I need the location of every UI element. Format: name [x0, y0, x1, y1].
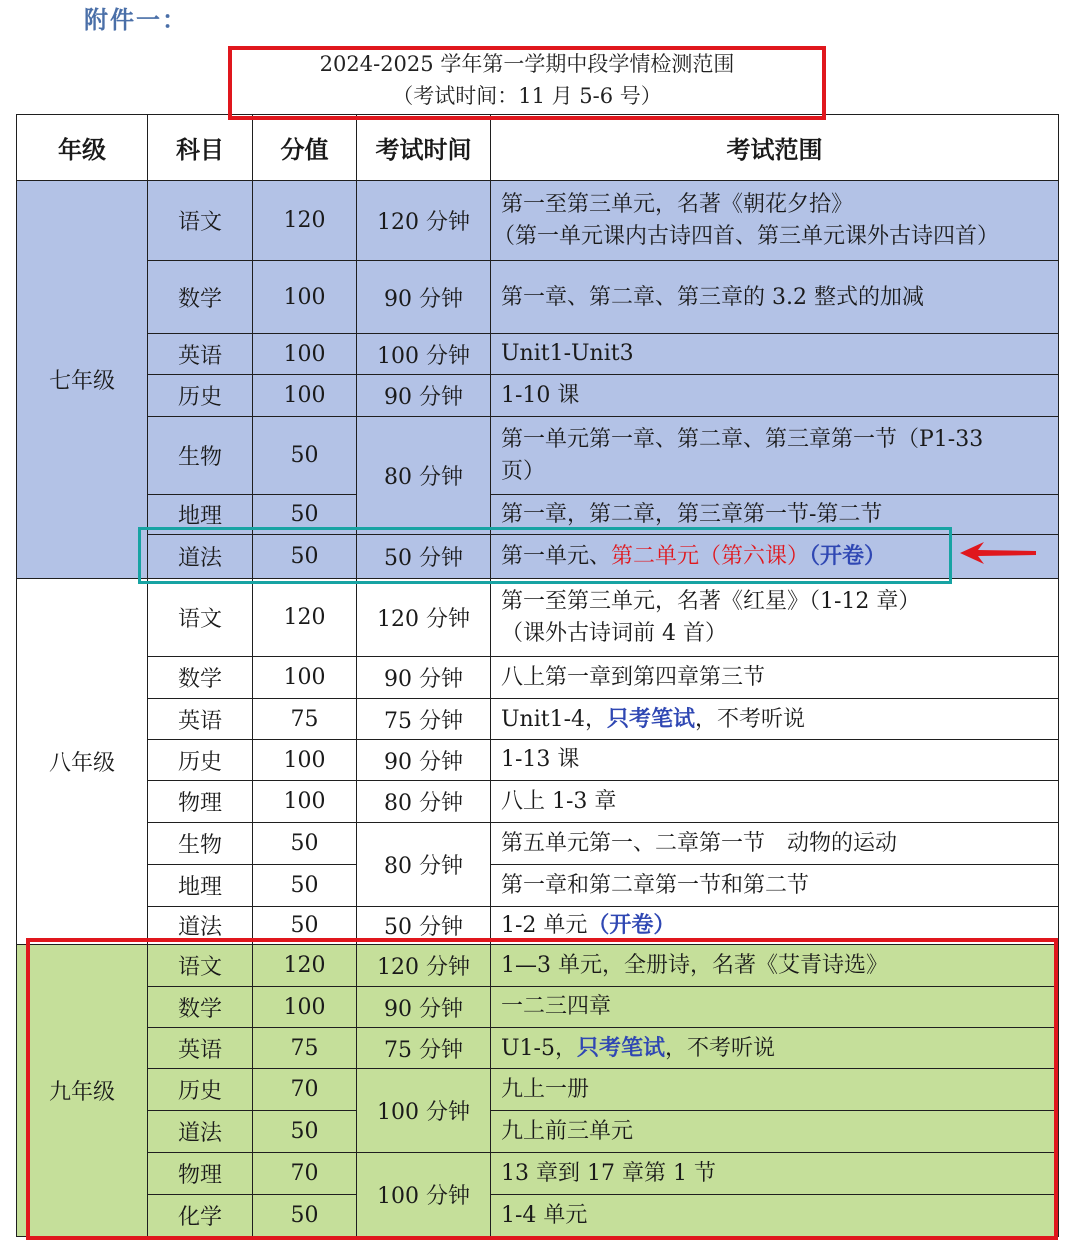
header-exam-range: 考试范围 — [491, 115, 1059, 181]
range-cell — [491, 1028, 1059, 1069]
left-arrow-icon — [958, 538, 1038, 568]
range-cell — [491, 699, 1059, 740]
subject-cell: 物理 — [148, 1153, 253, 1195]
score-cell: 50 — [253, 1111, 357, 1153]
subject-cell: 英语 — [148, 699, 253, 740]
score-cell: 70 — [253, 1153, 357, 1195]
subject-cell: 英语 — [148, 1028, 253, 1069]
range-cell: 八上 1-3 章 — [491, 781, 1059, 823]
range-cell: 1-13 课 — [491, 740, 1059, 781]
table-row — [17, 657, 1059, 699]
title-line-2: （考试时间：11 月 5-6 号） — [392, 84, 662, 108]
score-cell: 50 — [253, 907, 357, 945]
range-cell: 九上前三单元 — [491, 1111, 1059, 1153]
subject-cell: 数学 — [148, 987, 253, 1028]
subject-cell: 生物 — [148, 823, 253, 865]
range-line: 第一至第三单元，名著《朝花夕拾》 — [501, 191, 854, 217]
table-row — [17, 261, 1059, 334]
subject-cell: 化学 — [148, 1195, 253, 1237]
table-row — [17, 987, 1059, 1028]
subject-cell: 语文 — [148, 579, 253, 657]
grade-cell-9: 九年级 — [17, 945, 148, 1237]
header-row — [17, 115, 1059, 181]
table-row — [17, 579, 1059, 657]
open-book-label: （开卷） — [587, 912, 676, 938]
table-row — [17, 1111, 1059, 1153]
table-row — [17, 375, 1059, 417]
subject-cell: 数学 — [148, 657, 253, 699]
time-cell: 90 分钟 — [357, 657, 491, 699]
range-cell — [491, 417, 1059, 495]
range-line: （第一单元课内古诗四首、第三单元课外古诗四首） — [493, 223, 1000, 249]
time-cell: 80 分钟 — [357, 417, 491, 535]
subject-cell: 历史 — [148, 375, 253, 417]
title-line-1: 2024-2025 学年第一学期中段学情检测范围 — [319, 52, 735, 76]
time-cell: 100 分钟 — [357, 334, 491, 375]
time-cell: 120 分钟 — [357, 579, 491, 657]
table-row — [17, 865, 1059, 907]
range-cell: 1-4 单元 — [491, 1195, 1059, 1237]
range-line: 第一至第三单元，名著《红星》（1-12 章） — [501, 588, 921, 614]
time-cell: 80 分钟 — [357, 781, 491, 823]
subject-cell: 英语 — [148, 334, 253, 375]
table-row — [17, 699, 1059, 740]
table-row — [17, 740, 1059, 781]
table-row — [17, 945, 1059, 987]
range-cell — [491, 579, 1059, 657]
score-cell: 100 — [253, 261, 357, 334]
time-cell: 50 分钟 — [357, 907, 491, 945]
range-line: 第一单元第一章、第二章、第三章第一节（P1-33 — [501, 426, 984, 452]
open-book-label: （开卷） — [809, 543, 887, 569]
attachment-label: 附件一： — [84, 6, 188, 34]
score-cell: 100 — [253, 657, 357, 699]
highlight-red-text: 第二单元（第六课） — [611, 544, 810, 569]
score-cell: 50 — [253, 535, 357, 579]
time-cell: 80 分钟 — [357, 823, 491, 907]
table-row — [17, 181, 1059, 261]
score-cell: 100 — [253, 334, 357, 375]
table-row — [17, 1195, 1059, 1237]
subject-cell: 道法 — [148, 535, 253, 579]
score-cell: 70 — [253, 1069, 357, 1111]
score-cell: 120 — [253, 945, 357, 987]
range-text: U1-5， — [501, 1035, 577, 1061]
score-cell: 100 — [253, 740, 357, 781]
score-cell: 50 — [253, 495, 357, 535]
range-cell: 八上第一章到第四章第三节 — [491, 657, 1059, 699]
header-grade: 年级 — [17, 115, 148, 181]
time-cell: 75 分钟 — [357, 699, 491, 740]
score-cell: 50 — [253, 823, 357, 865]
highlight-blue-text: 只考笔试 — [576, 1034, 665, 1061]
range-cell: 第一章，第二章，第三章第一节-第二节 — [491, 495, 1059, 535]
range-line: 页） — [501, 458, 546, 484]
range-cell: 13 章到 17 章第 1 节 — [491, 1153, 1059, 1195]
table-row — [17, 1153, 1059, 1195]
score-cell: 50 — [253, 417, 357, 495]
table-row — [17, 535, 1059, 579]
score-cell: 75 — [253, 1028, 357, 1069]
subject-cell: 道法 — [148, 1111, 253, 1153]
range-text: Unit1-4， — [501, 706, 608, 732]
subject-cell: 历史 — [148, 1069, 253, 1111]
time-cell: 90 分钟 — [357, 375, 491, 417]
subject-cell: 道法 — [148, 907, 253, 945]
score-cell: 100 — [253, 375, 357, 417]
table-row — [17, 1069, 1059, 1111]
table-row — [17, 334, 1059, 375]
time-cell: 90 分钟 — [357, 740, 491, 781]
range-cell: 九上一册 — [491, 1069, 1059, 1111]
range-text: 第一单元、 — [501, 544, 612, 569]
time-cell: 90 分钟 — [357, 261, 491, 334]
header-exam-time: 考试时间 — [357, 115, 491, 181]
time-cell: 100 分钟 — [357, 1069, 491, 1153]
range-cell: Unit1-Unit3 — [491, 334, 1059, 375]
document-title — [232, 48, 822, 118]
range-line: （课外古诗词前 4 首） — [501, 620, 727, 646]
header-subject: 科目 — [148, 115, 253, 181]
range-cell: 第五单元第一、二章第一节 动物的运动 — [491, 823, 1059, 865]
grade-cell-8: 八年级 — [17, 579, 148, 945]
subject-cell: 物理 — [148, 781, 253, 823]
grade-cell-7: 七年级 — [17, 181, 148, 579]
score-cell: 100 — [253, 781, 357, 823]
score-cell: 50 — [253, 1195, 357, 1237]
time-cell: 50 分钟 — [357, 535, 491, 579]
subject-cell: 数学 — [148, 261, 253, 334]
time-cell: 90 分钟 — [357, 987, 491, 1028]
range-cell: 1—3 单元，全册诗，名著《艾青诗选》 — [491, 945, 1059, 987]
header-score: 分值 — [253, 115, 357, 181]
score-cell: 120 — [253, 579, 357, 657]
time-cell: 120 分钟 — [357, 945, 491, 987]
range-text: 1-2 单元 — [501, 913, 588, 938]
score-cell: 50 — [253, 865, 357, 907]
time-cell: 100 分钟 — [357, 1153, 491, 1237]
highlight-blue-text: 只考笔试 — [607, 705, 696, 732]
range-text: ，不考听说 — [695, 706, 806, 732]
time-cell: 75 分钟 — [357, 1028, 491, 1069]
range-cell — [491, 181, 1059, 261]
score-cell: 100 — [253, 987, 357, 1028]
range-cell: 第一章、第二章、第三章的 3.2 整式的加减 — [491, 261, 1059, 334]
time-cell: 120 分钟 — [357, 181, 491, 261]
subject-cell: 地理 — [148, 495, 253, 535]
exam-scope-table — [16, 114, 1059, 1237]
range-cell: 1-10 课 — [491, 375, 1059, 417]
range-text: ，不考听说 — [665, 1035, 776, 1061]
range-cell: 第一章和第二章第一节和第二节 — [491, 865, 1059, 907]
subject-cell: 语文 — [148, 945, 253, 987]
table-row — [17, 495, 1059, 535]
score-cell: 120 — [253, 181, 357, 261]
score-cell: 75 — [253, 699, 357, 740]
table-row — [17, 907, 1059, 945]
table-row — [17, 417, 1059, 495]
table-row — [17, 1028, 1059, 1069]
subject-cell: 语文 — [148, 181, 253, 261]
range-cell: 一二三四章 — [491, 987, 1059, 1028]
table-row — [17, 781, 1059, 823]
range-cell — [491, 907, 1059, 945]
subject-cell: 历史 — [148, 740, 253, 781]
subject-cell: 地理 — [148, 865, 253, 907]
subject-cell: 生物 — [148, 417, 253, 495]
table-row — [17, 823, 1059, 865]
